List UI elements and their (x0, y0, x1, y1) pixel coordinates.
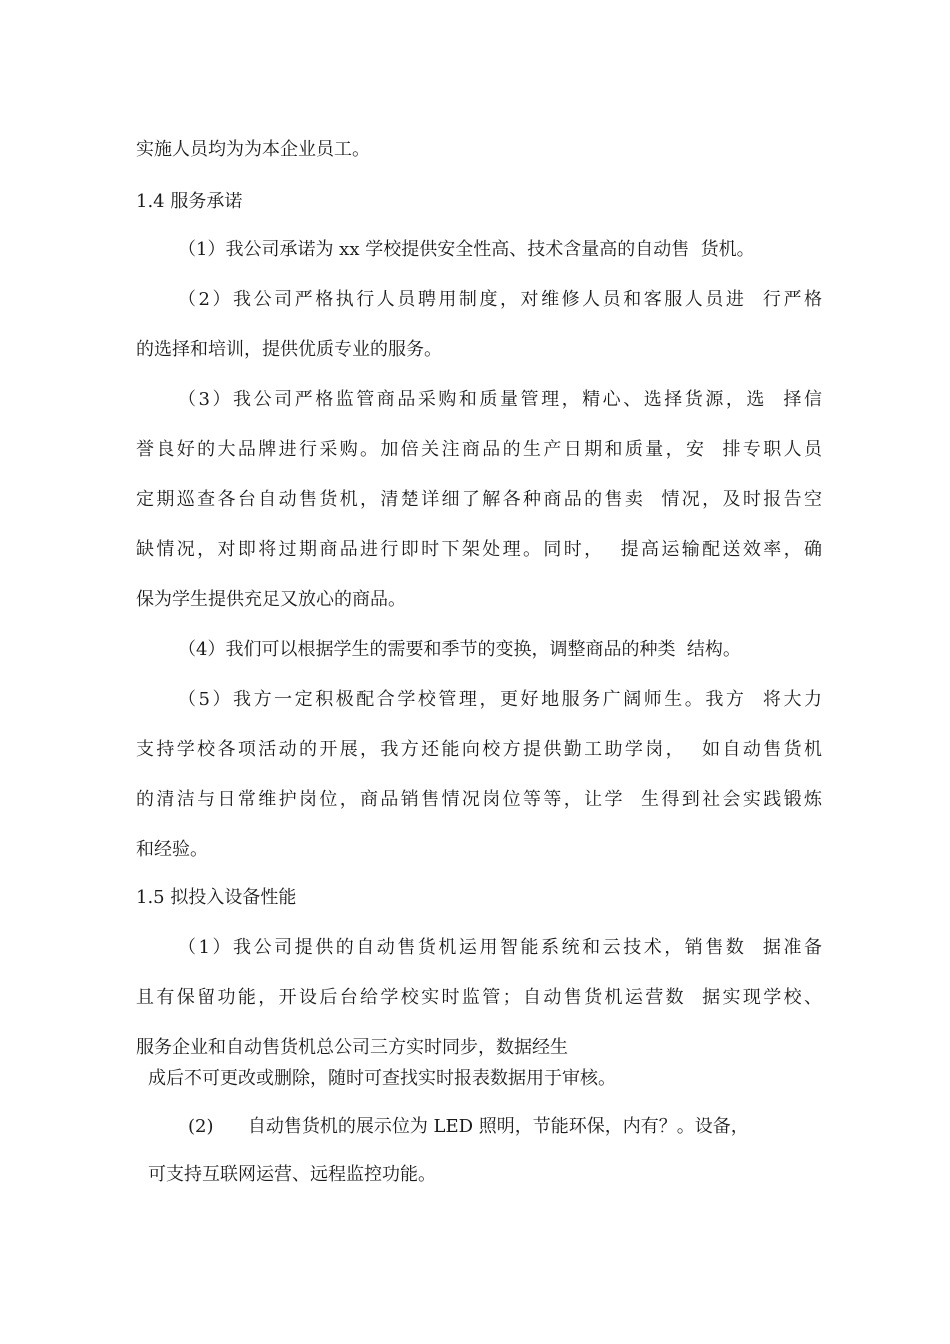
text-line: (2) 自动售货机的展示位为 LED 照明，节能环保，内有？。设备， (188, 1116, 749, 1137)
text-line: 誉良好的大品牌进行采购。加倍关注商品的生产日期和质量，安 排专职人员 (136, 439, 822, 460)
text-line: 实施人员均为为本企业员工。 (136, 139, 370, 160)
text-line: （2）我公司严格执行人员聘用制度，对维修人员和客服人员进 行严格 (178, 289, 822, 310)
text-line: 保为学生提供充足又放心的商品。 (136, 589, 406, 610)
text-line: 可支持互联网运营、远程监控功能。 (148, 1164, 436, 1185)
text-line: （1）我公司承诺为 xx 学校提供安全性高、技术含量高的自动售 货机。 (178, 239, 755, 260)
text-line: 支持学校各项活动的开展，我方还能向校方提供勤工助学岗， 如自动售货机 (136, 739, 822, 760)
text-line: 的选择和培训，提供优质专业的服务。 (136, 339, 442, 360)
text-line: 且有保留功能，开设后台给学校实时监管；自动售货机运营数 据实现学校、 (136, 987, 822, 1008)
section-heading: 1.5 拟投入设备性能 (136, 887, 297, 908)
text-line: （3）我公司严格监管商品采购和质量管理，精心、选择货源，选 择信 (178, 389, 822, 410)
text-line: （5）我方一定积极配合学校管理，更好地服务广阔师生。我方 将大力 (178, 689, 822, 710)
text-line: 的清洁与日常维护岗位，商品销售情况岗位等等，让学 生得到社会实践锻炼 (136, 789, 822, 810)
text-line: 和经验。 (136, 839, 208, 860)
text-line: 成后不可更改或删除，随时可查找实时报表数据用于审核。 (148, 1068, 616, 1089)
text-line: （4）我们可以根据学生的需要和季节的变换，调整商品的种类 结构。 (178, 639, 741, 660)
text-line: 缺情况，对即将过期商品进行即时下架处理。同时， 提高运输配送效率，确 (136, 539, 822, 560)
text-line: 服务企业和自动售货机总公司三方实时同步，数据经生 (136, 1037, 568, 1058)
text-line: 定期巡查各台自动售货机，清楚详细了解各种商品的售卖 情况，及时报告空 (136, 489, 822, 510)
text-line: （1）我公司提供的自动售货机运用智能系统和云技术，销售数 据准备 (178, 937, 822, 958)
section-heading: 1.4 服务承诺 (136, 191, 243, 212)
